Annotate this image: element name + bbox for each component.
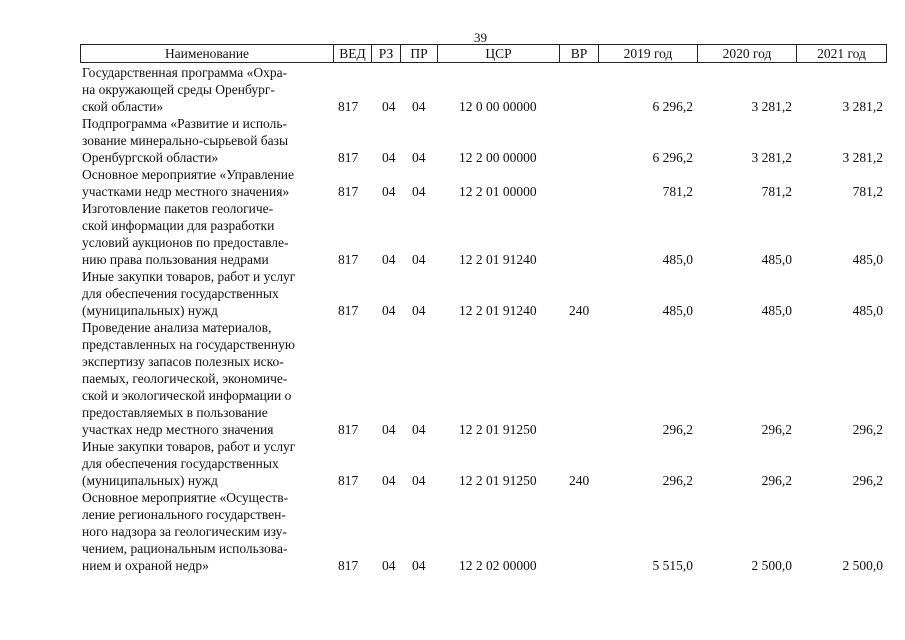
cell-2021: 3 281,2 <box>842 150 883 165</box>
cell-csr: 12 2 00 00000 <box>459 150 537 165</box>
row-name: Подпрограмма «Развитие и исполь- зование минерально-сырьевой базы Оренбургской области» <box>82 116 289 165</box>
header-rz: РЗ <box>371 44 401 63</box>
cell-rz: 04 <box>382 252 396 267</box>
cell-csr: 12 2 01 91250 <box>459 473 537 488</box>
header-2021: 2021 год <box>796 44 887 63</box>
cell-2019: 6 296,2 <box>652 99 693 114</box>
cell-csr: 12 2 01 91240 <box>459 303 537 318</box>
cell-2020: 2 500,0 <box>751 558 792 573</box>
cell-2021: 2 500,0 <box>842 558 883 573</box>
row-name: Изготовление пакетов геологиче- ской информации для разработки условий аукционов по предоставле- нию права пользования недрами <box>82 201 289 267</box>
cell-pr: 04 <box>412 184 426 199</box>
table-header <box>80 44 886 63</box>
cell-pr: 04 <box>412 422 426 437</box>
row-name: Иные закупки товаров, работ и услуг для обеспечения государственных (муниципальных) нужд <box>82 269 296 318</box>
cell-rz: 04 <box>382 422 396 437</box>
cell-rz: 04 <box>382 99 396 114</box>
cell-ved: 817 <box>338 558 359 573</box>
row-name: Основное мероприятие «Осуществ- ление регионального государствен- ного надзора за геологическим изу- чением, рациональным использова- нием и охраной недр» <box>82 490 289 573</box>
cell-rz: 04 <box>382 558 396 573</box>
cell-2021: 781,2 <box>852 184 883 199</box>
cell-2021: 485,0 <box>852 252 883 267</box>
cell-ved: 817 <box>338 303 359 318</box>
header-2020: 2020 год <box>697 44 797 63</box>
cell-2020: 485,0 <box>761 303 792 318</box>
row-name: Проведение анализа материалов, представленных на государственную экспертизу запасов полезных иско- паемых, геологической, экономиче- ской и экологической информации о предоставляемых в пользование участках недр местного значения <box>82 320 295 437</box>
cell-2019: 485,0 <box>662 303 693 318</box>
row-name: Основное мероприятие «Управление участками недр местного значения» <box>82 167 294 199</box>
cell-vr: 240 <box>569 303 590 318</box>
cell-csr: 12 2 02 00000 <box>459 558 537 573</box>
row-name: Государственная программа «Охра- на окружающей среды Оренбург- ской области» <box>82 65 288 114</box>
cell-2019: 296,2 <box>662 422 693 437</box>
page-number: 39 <box>474 30 487 45</box>
cell-2021: 296,2 <box>852 422 883 437</box>
cell-ved: 817 <box>338 473 359 488</box>
cell-pr: 04 <box>412 558 426 573</box>
cell-pr: 04 <box>412 303 426 318</box>
cell-2020: 3 281,2 <box>751 99 792 114</box>
cell-csr: 12 2 01 91250 <box>459 422 537 437</box>
cell-2020: 296,2 <box>761 473 792 488</box>
row-name: Иные закупки товаров, работ и услуг для обеспечения государственных (муниципальных) нужд <box>82 439 296 488</box>
cell-ved: 817 <box>338 422 359 437</box>
cell-pr: 04 <box>412 473 426 488</box>
header-2019: 2019 год <box>598 44 698 63</box>
cell-ved: 817 <box>338 184 359 199</box>
cell-csr: 12 0 00 00000 <box>459 99 537 114</box>
cell-2020: 781,2 <box>761 184 792 199</box>
cell-2021: 296,2 <box>852 473 883 488</box>
header-csr: ЦСР <box>437 44 560 63</box>
cell-2019: 781,2 <box>662 184 693 199</box>
cell-pr: 04 <box>412 252 426 267</box>
cell-rz: 04 <box>382 150 396 165</box>
cell-pr: 04 <box>412 150 426 165</box>
cell-2020: 3 281,2 <box>751 150 792 165</box>
cell-pr: 04 <box>412 99 426 114</box>
cell-ved: 817 <box>338 252 359 267</box>
cell-2020: 485,0 <box>761 252 792 267</box>
cell-2020: 296,2 <box>761 422 792 437</box>
cell-2021: 485,0 <box>852 303 883 318</box>
cell-2019: 485,0 <box>662 252 693 267</box>
cell-ved: 817 <box>338 99 359 114</box>
cell-rz: 04 <box>382 473 396 488</box>
header-ved: ВЕД <box>333 44 372 63</box>
cell-2021: 3 281,2 <box>842 99 883 114</box>
header-vr: ВР <box>559 44 599 63</box>
cell-vr: 240 <box>569 473 590 488</box>
cell-csr: 12 2 01 00000 <box>459 184 537 199</box>
cell-rz: 04 <box>382 184 396 199</box>
cell-2019: 296,2 <box>662 473 693 488</box>
cell-2019: 6 296,2 <box>652 150 693 165</box>
header-name: Наименование <box>80 44 334 63</box>
cell-ved: 817 <box>338 150 359 165</box>
cell-csr: 12 2 01 91240 <box>459 252 537 267</box>
cell-rz: 04 <box>382 303 396 318</box>
cell-2019: 5 515,0 <box>652 558 693 573</box>
header-pr: ПР <box>400 44 438 63</box>
